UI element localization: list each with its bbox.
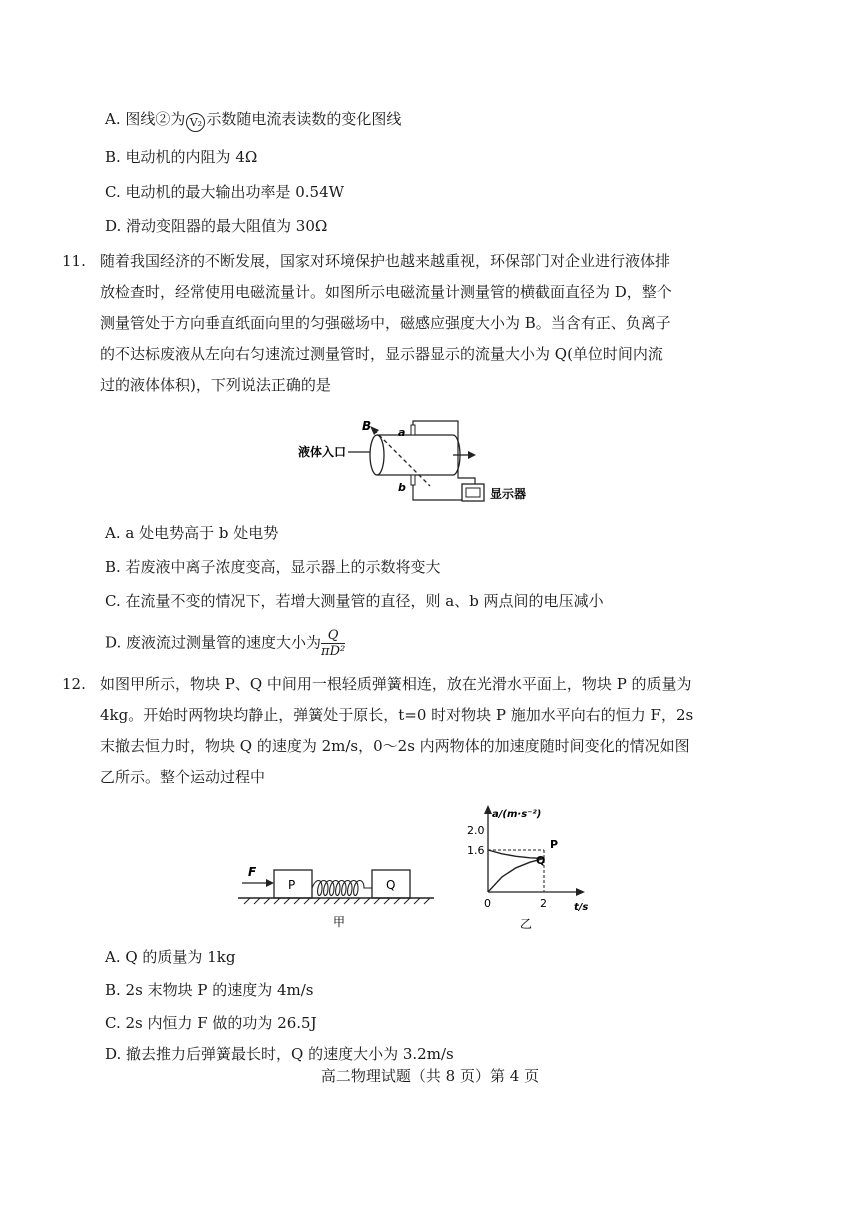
x-tick-label: 2 xyxy=(540,897,547,910)
pipe-inlet-ellipse xyxy=(370,435,384,475)
force-label: F xyxy=(248,865,257,879)
voltmeter-v2-icon: V₂ xyxy=(186,113,205,132)
block-p-label: P xyxy=(288,878,296,892)
y-axis-arrowhead xyxy=(484,805,492,814)
x-axis-label: t/s xyxy=(574,902,589,913)
point-b-label: b xyxy=(398,481,406,494)
velocity-fraction: $\frac{Q}{\text{πD²}}$ xyxy=(321,628,346,659)
q11-option-d: D. 废液流过测量管的速度大小为 $\frac{Q}{\text{πD²}}$ xyxy=(105,628,346,659)
q10-option-d: D. 滑动变阻器的最大阻值为 30Ω xyxy=(105,217,328,235)
series-q-label: Q xyxy=(536,854,546,867)
outlet-arrowhead xyxy=(468,451,476,459)
figure-yi-caption: 乙 xyxy=(520,917,533,931)
y-axis-label: a/(m·s⁻²) xyxy=(492,809,542,820)
flowmeter-figure xyxy=(290,418,550,508)
q12-option-d: D. 撤去推力后弹簧最长时，Q 的速度大小为 3.2m/s xyxy=(105,1045,454,1063)
display-label: 显示器 xyxy=(490,487,527,501)
point-a-label: a xyxy=(398,426,406,439)
block-q-label: Q xyxy=(386,878,396,892)
q12-stem-line: 乙所示。整个运动过程中 xyxy=(100,768,266,786)
q12-option-c: C. 2s 内恒力 F 做的功为 26.5J xyxy=(105,1014,317,1032)
q10-option-a: A. 图线②为 V₂ 示数随电流表读数的变化图线 xyxy=(105,108,401,132)
q11-stem-line: 过的液体体积)，下列说法正确的是 xyxy=(100,376,331,394)
ground-hatching xyxy=(244,898,430,904)
wire-b xyxy=(413,485,462,500)
y-tick-label: 1.6 xyxy=(467,844,485,857)
b-field-label: B xyxy=(362,419,372,433)
page-footer: 高二物理试题（共 8 页）第 4 页 xyxy=(320,1067,540,1085)
q12-option-b: B. 2s 末物块 P 的速度为 4m/s xyxy=(105,981,314,999)
q12-stem-line: 如图甲所示，物块 P、Q 中间用一根轻质弹簧相连，放在光滑水平面上，物块 P 的质量为 xyxy=(100,675,692,693)
electrode-a xyxy=(411,425,415,435)
inlet-label: 液体入口 xyxy=(298,445,347,459)
electrode-b xyxy=(411,475,415,485)
q11-option-a: A. a 处电势高于 b 处电势 xyxy=(105,524,279,542)
display-device xyxy=(462,484,484,501)
q12-option-a: A. Q 的质量为 1kg xyxy=(105,948,236,966)
x-tick-label: 0 xyxy=(484,897,491,910)
spring xyxy=(312,881,372,896)
q11-option-c: C. 在流量不变的情况下，若增大测量管的直径，则 a、b 两点间的电压减小 xyxy=(105,592,604,610)
q11-stem-line: 测量管处于方向垂直纸面向里的匀强磁场中，磁感应强度大小为 B。当含有正、负离子 xyxy=(100,314,671,332)
q12-number: 12. xyxy=(62,675,86,693)
q11-number: 11. xyxy=(62,252,86,270)
x-axis-arrowhead xyxy=(576,888,585,896)
y-tick-label: 2.0 xyxy=(467,824,485,837)
q12-stem-line: 4kg。开始时两物块均静止，弹簧处于原长，t=0 时对物块 P 施加水平向右的恒力 F，2s xyxy=(100,706,694,724)
q11-stem-line: 随着我国经济的不断发展，国家对环境保护也越来越重视，环保部门对企业进行液体排 xyxy=(100,252,671,270)
q10-option-c: C. 电动机的最大输出功率是 0.54W xyxy=(105,183,345,201)
figure-jia-caption: 甲 xyxy=(333,915,346,929)
series-p-label: P xyxy=(550,838,559,851)
q11-stem-line: 的不达标废液从左向右匀速流过测量管时，显示器显示的流量大小为 Q(单位时间内流 xyxy=(100,345,663,363)
q11-option-b: B. 若废液中离子浓度变高，显示器上的示数将变大 xyxy=(105,558,441,576)
q10-option-b: B. 电动机的内阻为 4Ω xyxy=(105,148,258,166)
acceleration-time-graph xyxy=(458,800,608,935)
q11-stem-line: 放检查时，经常使用电磁流量计。如图所示电磁流量计测量管的横截面直径为 D，整个 xyxy=(100,283,672,301)
q12-stem-line: 末撤去恒力时，物块 Q 的速度为 2m/s，0～2s 内两物体的加速度随时间变化的情况如图 xyxy=(100,737,690,755)
magnetic-field-arrowhead xyxy=(370,426,379,435)
blocks-spring-figure xyxy=(238,858,438,936)
force-arrowhead xyxy=(266,879,274,887)
